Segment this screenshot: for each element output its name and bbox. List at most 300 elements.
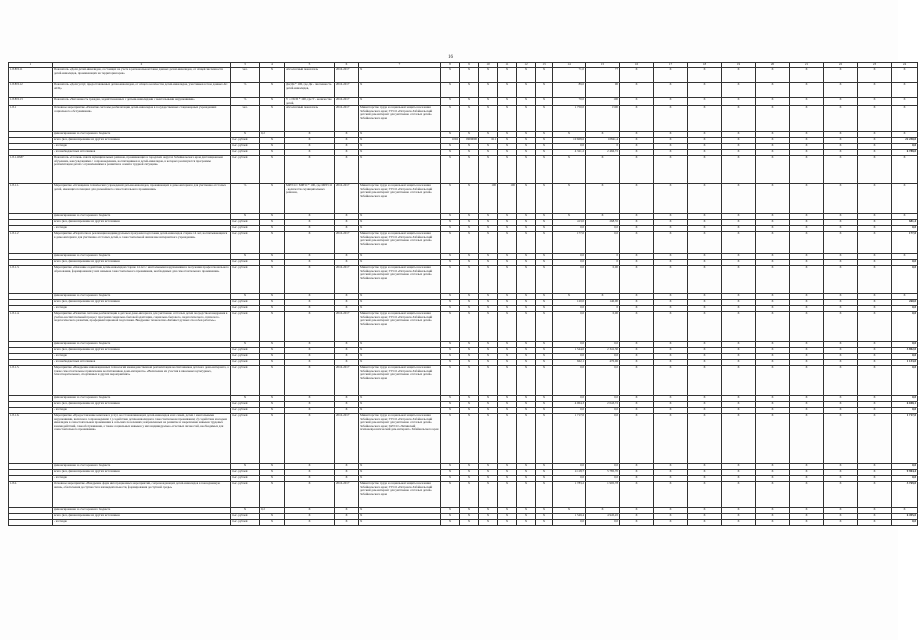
table-cell: Х [498,260,517,266]
table-cell: Х [460,106,479,132]
table-cell: Х [285,260,335,266]
table-cell: Х [498,312,517,342]
table-cell: Х [790,294,824,300]
table-cell: Х [479,514,498,520]
table-cell: Х [536,482,553,508]
table-cell: Х [517,254,536,260]
table-cell: Х [498,254,517,260]
table-cell: Х [479,144,498,150]
table-cell: 3 892,0 [892,348,918,354]
table-cell: Х [359,260,441,266]
table-cell: Х [824,294,858,300]
table-cell: Х [479,520,498,526]
table-cell: тыс. рублей [231,156,260,184]
table-cell: Х [260,408,285,414]
table-cell: Х [359,354,441,360]
table-cell: Х [260,150,285,156]
table-cell: тыс. рублей [231,414,260,464]
table-cell: Х [892,214,918,220]
table-cell: Х [858,226,892,232]
table-cell: 0,0 [892,476,918,482]
table-cell: Х [654,300,688,306]
table-cell: Х [722,464,756,470]
table-cell: Х [654,214,688,220]
table-cell: Х [517,312,536,342]
table-cell: Х [285,156,335,184]
table-cell: Х [335,342,359,348]
table-cell: Х [858,508,892,514]
table-cell: Х [460,300,479,306]
table-cell: 0,0 [892,342,918,348]
table-cell: Х [460,312,479,342]
table-cell: Х [498,138,517,144]
table-cell: Х [517,414,536,464]
table-cell: Х [688,226,722,232]
table-cell: Х [858,132,892,138]
table-cell: Х [858,266,892,294]
table-cell: 22 250,0 [892,138,918,144]
table-cell: Х [688,464,722,470]
table-cell: Х [756,508,790,514]
table-cell: Х [359,68,441,83]
column-number: 13 [536,63,553,68]
table-cell: Х [260,476,285,482]
table-cell: 0,0 [892,408,918,414]
table-cell: Х [359,342,441,348]
row-code: 1.8.ЕП.13 [9,98,53,106]
table-cell: Х [892,106,918,132]
table-cell: Х [441,68,460,83]
table-cell: Х [892,184,918,214]
table-cell: Х [441,156,460,184]
table-cell: Х [441,260,460,266]
table-cell: Х [688,68,722,83]
table-cell: Х [654,184,688,214]
table-cell: Х [858,220,892,226]
table-cell: Х [335,354,359,360]
table-cell: Х [620,312,654,342]
table-cell: Х [285,476,335,482]
table-cell: 0 [586,260,620,266]
table-cell: Х [756,306,790,312]
table-cell: Х [359,226,441,232]
table-cell: 0,00 [586,266,620,294]
table-cell: Х [536,254,553,260]
table-cell: Х [688,306,722,312]
table-cell: Х [479,68,498,83]
table-cell: Х [231,214,260,220]
table-cell: 1 995,78 [586,482,620,508]
table-cell: Х [620,306,654,312]
table-cell: Х [892,132,918,138]
table-cell: Х [688,312,722,342]
table-cell: Х [479,312,498,342]
table-cell: Х [517,366,536,396]
table-cell: Х [688,508,722,514]
table-cell: Х [756,156,790,184]
table-cell: 1 750,0 [553,106,586,132]
table-cell: 177,0 [892,232,918,254]
table-cell: Х [285,138,335,144]
table-cell: Х [479,266,498,294]
table-cell: Х [498,508,517,514]
table-cell: Министерство труда и социальной защиты населения Забайкальского края; ГУСО «Петровск-Забайкальский детский дом-интернат для умственно отсталых детей» Забайкальского края [359,366,441,396]
row-title: Основное мероприятие «Развитие системы реабилитации детей-инвалидов в государственных стационарных учреждениях социального обслуживания» [53,106,231,132]
table-cell: Х [756,132,790,138]
table-cell: Х [517,508,536,514]
table-cell: 5 785,70 [586,470,620,476]
table-cell: Х [756,144,790,150]
table-cell: Х [441,470,460,476]
table-cell: Х [790,138,824,144]
row-title: финансирование за счет краевого бюджета [53,396,231,402]
table-cell: Х [285,514,335,520]
table-cell: Х [620,98,654,106]
table-cell: Х [359,214,441,220]
table-cell: Х [620,150,654,156]
table-cell: Х [260,260,285,266]
table-cell: Х [359,294,441,300]
table-cell: Х [536,144,553,150]
table-cell: Х [722,132,756,138]
table-cell: Х [517,260,536,266]
table-cell: Х [517,226,536,232]
table-cell: Х [460,408,479,414]
table-cell: Х [335,260,359,266]
row-code: 1.8.1.2 [9,232,53,254]
table-cell: Х [756,342,790,348]
table-cell: Х [654,220,688,226]
table-cell: Х [722,144,756,150]
table-cell: тыс. рублей [231,306,260,312]
row-title: финансирование за счет краевого бюджета [53,214,231,220]
table-cell: Х [858,414,892,464]
table-cell: Х [479,508,498,514]
table-cell: Х [285,306,335,312]
table-cell: Х [335,476,359,482]
measure-row [9,414,918,464]
table-cell: Х [231,508,260,514]
table-cell: Х [536,220,553,226]
table-cell: Х [285,144,335,150]
table-cell: Министерство труда и социальной защиты населения Забайкальского края; ГУСО «Петровск-Забайкальский детский дом-интернат для умственно отсталых детей» Забайкальского края [359,312,441,342]
table-cell: Х [858,476,892,482]
table-cell: тыс. рублей [231,470,260,476]
table-cell: Х [260,348,285,354]
table-cell: Х [359,520,441,526]
table-cell: Х [790,106,824,132]
table-cell: Х [441,266,460,294]
table-cell: Х [688,476,722,482]
table-cell: Х [359,132,441,138]
table-cell: Х [790,312,824,342]
table-cell: 0,0 [553,312,586,342]
table-cell: тыс. рублей [231,138,260,144]
table-cell: Х [260,520,285,526]
table-cell: Х [335,348,359,354]
table-cell: Х [260,266,285,294]
table-cell: Х [479,348,498,354]
table-cell: Х [790,520,824,526]
table-cell: Х [460,414,479,464]
table-cell: Х [460,520,479,526]
table-cell: Х [688,232,722,254]
table-cell: 413,0 [553,220,586,226]
table-cell: Х [688,83,722,98]
table-cell: Х [824,396,858,402]
table-cell: Х [260,184,285,214]
table-cell: Х [536,306,553,312]
table-cell: Х [722,396,756,402]
table-cell: Х [479,306,498,312]
table-cell: Х [756,348,790,354]
table-cell: Х [479,482,498,508]
table-cell: Х [536,266,553,294]
table-cell: Х [335,220,359,226]
table-cell: Х [517,520,536,526]
table-cell: Х [790,470,824,476]
table-cell: Х [654,354,688,360]
table-cell: Х [858,306,892,312]
table-cell: 10 608,6 [553,138,586,144]
table-cell: Х [536,138,553,144]
table-cell: 0,0 [553,254,586,260]
table-cell: Х [517,184,536,214]
table-cell: Х [824,68,858,83]
table-cell: тыс. рублей [231,354,260,360]
table-cell: Х [824,106,858,132]
table-cell: Х [824,132,858,138]
table-cell: Х [790,360,824,366]
table-cell: Х [824,138,858,144]
table-cell: Х [285,266,335,294]
table-cell: Х [260,220,285,226]
table-cell: Х [460,132,479,138]
table-cell: Х [517,408,536,414]
table-cell: Х [688,266,722,294]
table-cell: 100 [586,98,620,106]
table-cell: Х [858,144,892,150]
table-cell: 2016-2017 [335,266,359,294]
table-cell: Х [260,232,285,254]
table-cell: Х [824,266,858,294]
table-cell: тыс. рублей [231,482,260,508]
table-cell: Х [790,464,824,470]
table-cell: Х [479,106,498,132]
table-cell: Х [688,408,722,414]
table-cell: Х [335,396,359,402]
table-cell: 1 717,0 [553,414,586,464]
table-cell: Х [498,306,517,312]
table-cell: 0 [586,144,620,150]
table-cell: Х [620,508,654,514]
table-cell: Х [756,312,790,342]
table-cell: Х [479,214,498,220]
table-cell: 0,2 [260,132,285,138]
table-cell: Х [756,68,790,83]
table-cell: Х [790,83,824,98]
row-code: 1.8.1.4. [9,312,53,342]
table-cell: Х [498,220,517,226]
table-cell: тыс. рублей [231,360,260,366]
table-cell: Х [260,464,285,470]
table-cell: Х [460,144,479,150]
table-cell: Х [536,402,553,408]
table-cell: Х [517,150,536,156]
table-cell: Х [335,214,359,220]
row-code: 1.8.1.6. [9,414,53,464]
row-title: - из бюдж [53,226,231,232]
table-cell: Х [536,414,553,464]
table-cell: Х [654,132,688,138]
table-cell: Х [517,482,536,508]
table-cell: Х [460,366,479,396]
table-cell: Х [654,312,688,342]
table-cell: 260,0 [892,300,918,306]
table-cell: Х [756,520,790,526]
table-cell: Х [441,98,460,106]
table-cell: Х [335,300,359,306]
table-cell: Х [654,306,688,312]
table-cell: 1002 [441,138,460,144]
table-cell: Х [359,83,441,98]
table-cell: Х [498,520,517,526]
table-cell: Х [858,396,892,402]
table-cell: Министерство труда и социальной защиты населения Забайкальского края; ГУСО «Петровск-Забайкальский детский дом-интернат для умственно отсталых детей» Забайкальского края [359,184,441,214]
row-title: финансирование за счет краевого бюджета [53,508,231,514]
table-cell: Х [654,156,688,184]
table-cell: Х [858,514,892,520]
table-cell: Х [479,300,498,306]
measure-row [9,106,918,132]
table-cell: Х [654,348,688,354]
table-cell: Х [858,232,892,254]
measure-row [9,68,918,83]
table-cell: Х [517,342,536,348]
table-cell: 100 [479,184,498,214]
table-cell: Х [260,470,285,476]
table-cell: Х [536,300,553,306]
table-cell: Х [441,520,460,526]
table-cell: Х [688,294,722,300]
table-cell: Х [553,214,586,220]
table-cell: Х [654,144,688,150]
table-cell: Х [335,294,359,300]
table-cell: Х [536,98,553,106]
table-cell: Х [260,396,285,402]
column-number: 20 [756,63,790,68]
table-cell: 177,0 [553,232,586,254]
table-cell: 0,0 [586,520,620,526]
table-cell: Х [722,254,756,260]
table-cell: Х [517,214,536,220]
table-cell: Х [536,396,553,402]
table-cell: Х [498,232,517,254]
table-cell: % [231,83,260,98]
table-cell: Х [654,360,688,366]
table-cell: Х [620,366,654,396]
table-cell: 662,1 [553,360,586,366]
table-cell: 77 [586,68,620,83]
table-cell: Х [441,514,460,520]
table-cell: Х [858,260,892,266]
table-cell: Х [460,514,479,520]
table-cell: Х [359,254,441,260]
table-cell: Х [824,220,858,226]
table-cell: Х [359,150,441,156]
row-title: финансирование за счет краевого бюджета [53,464,231,470]
table-cell: Х [460,226,479,232]
table-cell: Х [536,132,553,138]
table-cell: Х [722,83,756,98]
row-title: всего (все, финансирование из других источников [53,348,231,354]
table-cell: Х [479,226,498,232]
table-cell: Х [517,306,536,312]
table-cell: 0,0 [892,144,918,150]
table-cell: Х [790,402,824,408]
table-cell: Х [722,414,756,464]
table-cell: Х [790,508,824,514]
table-cell: Х [586,132,620,138]
table-cell: Х [260,312,285,342]
table-cell: Х [688,106,722,132]
table-cell: Х [824,150,858,156]
table-cell: Х [498,342,517,348]
table-cell: Х [790,150,824,156]
table-cell: Х [536,408,553,414]
table-cell: Х [517,294,536,300]
table-cell: Х [790,144,824,150]
table-cell: Х [756,220,790,226]
table-cell: Х [620,354,654,360]
table-cell: Х [498,144,517,150]
table-cell: Х [260,98,285,106]
table-cell: Х [722,402,756,408]
table-cell: Х [441,348,460,354]
table-cell: Х [654,366,688,396]
table-cell: Х [441,294,460,300]
measure-row [9,312,918,342]
table-cell: Х [722,220,756,226]
table-cell: тыс. рублей [231,520,260,526]
table-cell: Х [536,294,553,300]
table-cell: Х [756,482,790,508]
row-title: - из бюдж [53,520,231,526]
table-cell: Х [479,232,498,254]
table-cell: Х [479,470,498,476]
table-cell: Х [285,366,335,396]
table-cell: Х [688,132,722,138]
table-cell: Х [824,232,858,254]
table-cell: Х [517,98,536,106]
table-cell: Х [722,514,756,520]
table-cell: Х [460,402,479,408]
table-cell: 0,0 [892,354,918,360]
table-cell: Х [858,294,892,300]
table-cell: Х [359,360,441,366]
table-cell: Х [824,306,858,312]
table-cell: Х [498,300,517,306]
table-cell: Х [688,470,722,476]
table-cell: Х [460,83,479,98]
column-number: 18 [688,63,722,68]
table-cell: Х [688,366,722,396]
column-number: 1 [9,63,53,68]
table-cell: Х [586,156,620,184]
table-cell: Х [460,254,479,260]
table-cell: Х [517,156,536,184]
column-number: 5 [285,63,335,68]
